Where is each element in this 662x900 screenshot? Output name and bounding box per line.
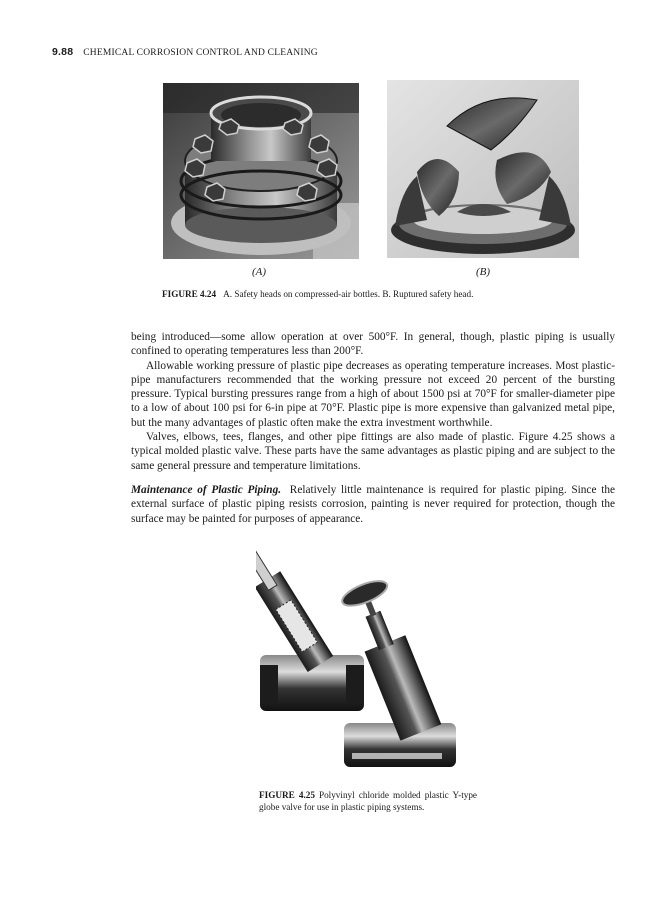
figure-4-24-caption [162,289,473,299]
paragraph: Valves, elbows, tees, flanges, and other pipe fittings are also made of plastic. Figure 4.25 shows a typical molded plastic valve. These parts have the same advantages as plastic piping and are subject to the same general pressure and temperature limitations. [131,431,615,472]
figure-number: FIGURE 4.25 [259,790,315,800]
figure-label-a: (A) [252,266,267,278]
photo-safety-heads [163,83,359,259]
figure-number: FIGURE 4.24 [162,289,217,299]
paragraph: being introduced—some allow operation at over 500°F. In general, though, plastic piping is usually confined to operating temperatures less than 200°F. [131,331,615,358]
running-title: CHEMICAL CORROSION CONTROL AND CLEANING [83,48,318,58]
figure-caption-text: A. Safety heads on compressed-air bottles. B. Ruptured safety head. [223,289,474,299]
paragraph: Allowable working pressure of plastic pipe decreases as operating temperature increases. Most plastic-pipe manufacturers recommended that the working pressure not exceed 20 percent of the bursting pressure. Typical bursting pressures range from a high of about 1500 psi at 70°F for smaller-diameter pipe to a low of about 100 psi for 6-in pipe at 70°F. Plastic pipe is more expensive than galvanized metal pipe, but the many advantages of plastic often make the extra investment worthwhile. [131,359,615,429]
running-head [52,46,318,58]
photo-y-globe-valve [256,545,464,783]
figure-caption-text: Polyvinyl chloride molded plastic Y-type globe valve for use in plastic piping systems. [259,790,478,812]
body-text [131,330,615,526]
paragraph-text: Relatively little maintenance is required for plastic piping. Since the external surface of plastic piping resists corrosion, painting is never required for protection, though the surface may be painted for purposes of appearance. [131,483,615,525]
photo-ruptured-safety-head [387,80,579,258]
section-heading: Maintenance of Plastic Piping. [131,483,282,496]
figure-label-b: (B) [476,266,491,278]
page-number: 9.88 [52,46,74,58]
figure-4-25-caption [259,789,477,813]
paragraph-maintenance [131,483,615,526]
